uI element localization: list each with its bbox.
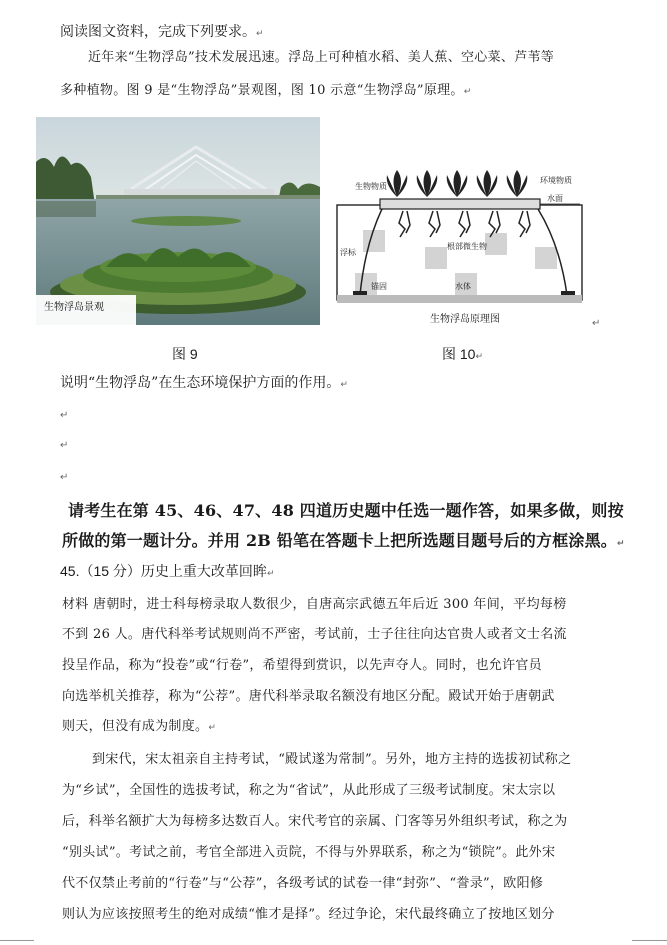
song-line-5: 代不仅禁止考前的“行卷”与“公荐”，各级考试的试卷一律“封弥”、“誊录”，欧阳修 <box>62 876 544 891</box>
diagram-label-env: 环境物质 <box>540 176 572 185</box>
intro-paragraph-line1: 近年来“生物浮岛”技术发展迅速。浮岛上可种植水稻、美人蕉、空心菜、芦苇等 <box>88 50 555 65</box>
history-instruction-line1: 请考生在第 45、46、47、48 四道历史题中任选一题作答，如果多做，则按 <box>68 501 624 520</box>
intro-paragraph-line2: 多种植物。图 9 是“生物浮岛”景观图，图 10 示意“生物浮岛”原理。↵ <box>60 83 472 98</box>
song-line-3: 后，科举名额扩大为每榜多达数百人。宋代考官的亲属、门客等另外组织考试，称之为 <box>62 814 568 829</box>
figure10-caption: 图 10↵ <box>442 346 484 362</box>
diagram-label-roots: 根部微生物 <box>447 242 487 251</box>
diagram-label-plant: 生物物质 <box>355 182 387 191</box>
floating-island-photo <box>36 117 320 325</box>
question-text: 说明“生物浮岛”在生态环境保护方面的作用。↵ <box>60 375 348 391</box>
page-edge-right <box>632 940 667 941</box>
song-line-1: 到宋代，宋太祖亲自主持考试，“殿试遂为常制”。另外，地方主持的选拔初试称之 <box>92 752 572 767</box>
diagram-label-anchor: 锚固 <box>371 282 387 291</box>
floating-island-diagram <box>335 155 595 333</box>
diagram-label-water-surface: 水面 <box>547 194 563 203</box>
song-line-6: 则认为应该按照考生的绝对成绩“惟才是择”。经过争论，宋代最终确立了按地区划分 <box>62 907 555 922</box>
material-line-2: 不到 26 人。唐代科举考试规则尚不严密，考试前，士子往往向达官贵人或者文士名流 <box>62 627 567 642</box>
reading-instruction: 阅读图文资料，完成下列要求。↵ <box>60 24 264 40</box>
photo-inset-label: 生物浮岛景观 <box>44 302 104 313</box>
material-line-5: 则天，但没有成为制度。↵ <box>62 719 217 734</box>
diagram-label-buoy: 浮标 <box>340 248 356 257</box>
diagram-label-water: 水体 <box>455 282 471 291</box>
page-edge-left <box>0 940 34 941</box>
diagram-title: 生物浮岛原理图 <box>430 314 500 325</box>
material-line-4: 向选举机关推荐，称为“公荐”。唐代科举录取名额没有地区分配。殿试开始于唐朝武 <box>62 689 555 704</box>
history-instruction-line2: 所做的第一题计分。并用 2B 铅笔在答题卡上把所选题目题号后的方框涂黑。↵ <box>62 531 625 550</box>
song-line-4: “别头试”。考试之前，考官全部进入贡院，不得与外界联系，称之为“锁院”。此外宋 <box>62 845 556 860</box>
figure9-caption: 图 9 <box>172 346 198 362</box>
song-line-2: 为“乡试”，全国性的选拔考试，称之为“省试”，从此形成了三级考试制度。宋太宗以 <box>62 783 556 798</box>
material-line-1: 材料 唐朝时，进士科每榜录取人数很少，自唐高宗武德五年后近 300 年间，平均每榜 <box>62 597 567 612</box>
material-line-3: 投呈作品，称为“投卷”或“行卷”，希望得到赏识，以先声夺人。同时，也允许官员 <box>62 658 542 673</box>
q45-header: 45.（15 分）历史上重大改革回眸↵ <box>60 563 275 579</box>
